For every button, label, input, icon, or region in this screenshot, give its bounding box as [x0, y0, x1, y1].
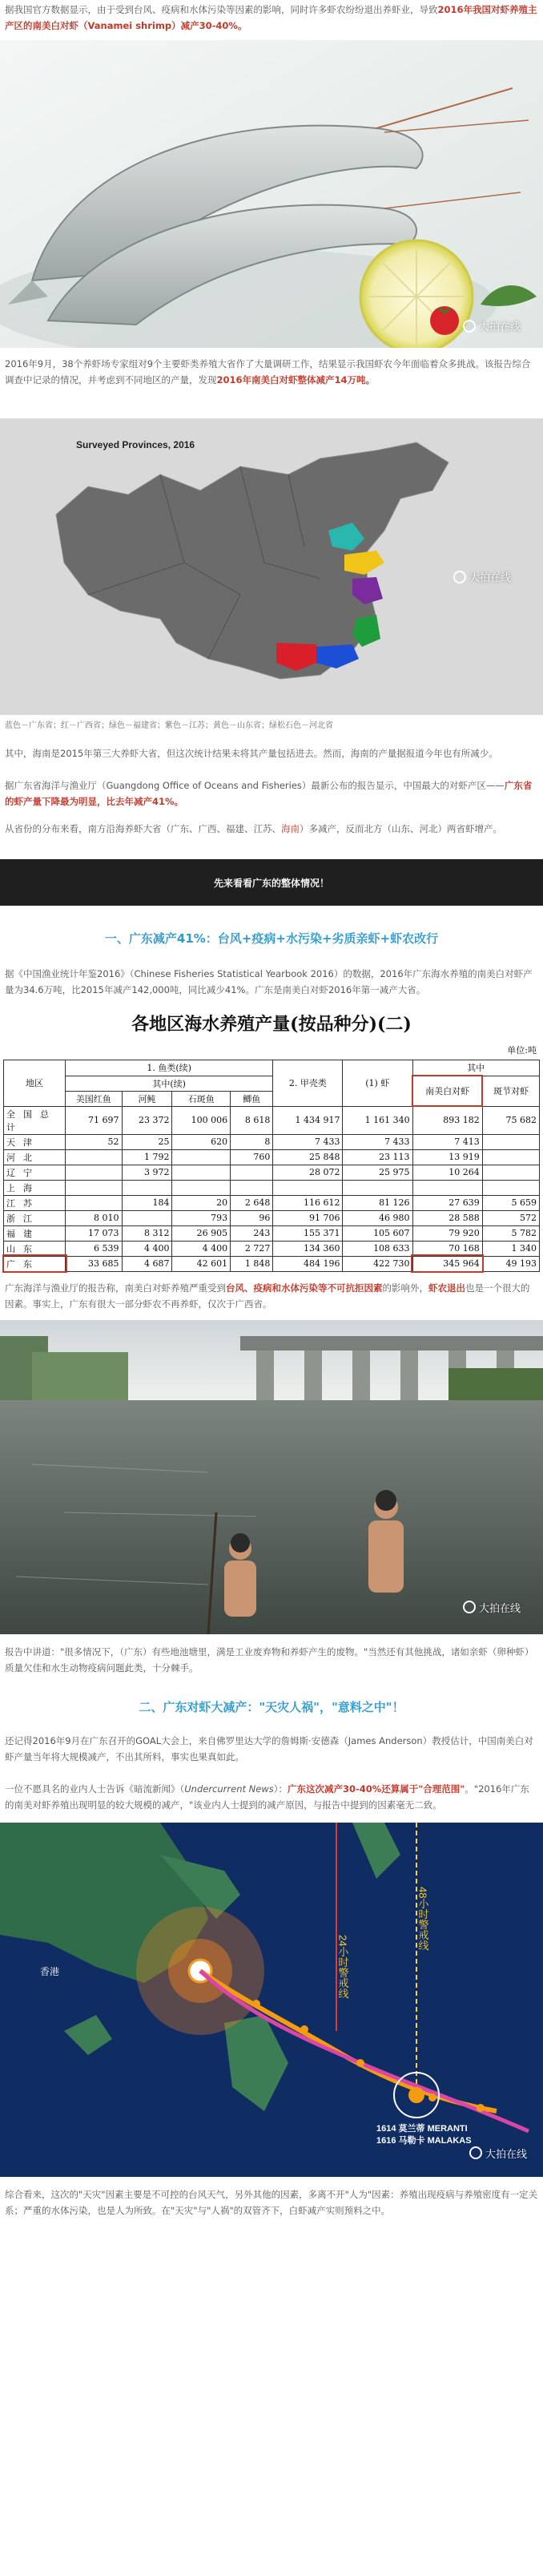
section-1-title: 一、广东减产41%：台风+疫病+水污染+劣质亲虾+虾农改行	[104, 931, 439, 946]
table-cell-value: 8 312	[122, 1225, 172, 1241]
table-row	[4, 1225, 540, 1241]
table-cell-value: 4 687	[122, 1256, 172, 1271]
table-row	[4, 1210, 540, 1225]
table-cell-value: 42 601	[172, 1256, 231, 1271]
table-cell-value: 1 848	[231, 1256, 273, 1271]
table-cell-value: 20	[172, 1195, 231, 1210]
table-cell-value: 81 126	[343, 1195, 412, 1210]
table-cell-value: 3 972	[122, 1165, 172, 1180]
table-cell-value: 105 607	[343, 1225, 412, 1241]
watermark-label: 大拍在线	[469, 572, 511, 584]
distribution-text-2: ）多减产，反而北方（山东、河北）两省虾增产。	[300, 823, 502, 834]
section-1-heading	[0, 930, 543, 947]
table-cell-value: 893 182	[412, 1106, 482, 1134]
table-cell-value: 243	[231, 1225, 273, 1241]
hardest-text-2: 的影响外，	[382, 1282, 428, 1294]
storm-label-malakas: 1616 马勒卡 MALAKAS	[376, 2135, 472, 2146]
statistics-table-block	[0, 1011, 543, 1272]
table-cell-value: 8 010	[66, 1210, 123, 1225]
shrimp-illustration	[0, 40, 543, 348]
insider-text-3: 。"2016年广东的南美对虾养殖出现明显的较大规模的减产，"该业内人士提到的减产原因，与报告中提到的因素毫无二致。	[5, 1783, 529, 1811]
table-cell-value: 79 920	[412, 1225, 482, 1241]
map-watermark	[453, 569, 511, 584]
table-cell-value: 27 639	[412, 1195, 482, 1210]
table-cell-value: 96	[231, 1210, 273, 1225]
table-cell-value: 7 433	[343, 1134, 412, 1149]
table-cell-region: 河北	[4, 1149, 66, 1165]
table-cell-value	[482, 1180, 539, 1195]
table-cell-value: 422 730	[343, 1256, 412, 1271]
table-cell-value: 484 196	[273, 1256, 343, 1271]
table-cell-value: 17 073	[66, 1225, 123, 1241]
table-cell-value: 75 682	[482, 1106, 539, 1134]
table-cell-value: 7 413	[412, 1134, 482, 1149]
table-cell-value: 52	[66, 1134, 123, 1149]
table-cell-value: 25	[122, 1134, 172, 1149]
map-title: Surveyed Provinces, 2016	[76, 439, 195, 450]
hong-kong-label: 香港	[40, 1965, 60, 1977]
survey-paragraph	[0, 356, 543, 388]
statistics-table-body	[4, 1106, 540, 1271]
watermark-icon	[469, 2146, 482, 2159]
table-cell-value	[482, 1165, 539, 1180]
anderson-paragraph: 还记得2016年9月在广东召开的GOAL大会上，来自佛罗里达大学的詹姆斯·安德森（James Anderson）教授估计，中国南美白对虾产量当年将大规模减产，不出其所料，事实也果真如此。	[5, 1734, 533, 1762]
typhoon-track-map	[0, 1823, 543, 2177]
watermark-label: 大拍在线	[478, 321, 521, 333]
warning-24h-label: 24小时警戒线	[336, 1934, 349, 1998]
hardest-text: 广东海洋与渔业厅的报告称，南美白对虾养殖严重受到	[5, 1282, 226, 1294]
table-cell-value	[343, 1180, 412, 1195]
table-cell-value: 572	[482, 1210, 539, 1225]
table-cell-value	[66, 1149, 123, 1165]
survey-highlight: 2016年南美白对虾整体减产14万吨。	[216, 374, 376, 386]
table-cell-value	[172, 1180, 231, 1195]
table-cell-value	[172, 1149, 231, 1165]
warning-48h-label: 48小时警戒线	[416, 1886, 429, 1950]
map-caption: 蓝色－广东省；红－广西省；绿色－福建省；紫色－江苏；黄色－山东省；绿松石色－河北省	[5, 721, 333, 730]
table-cell-value	[66, 1195, 123, 1210]
table-row	[4, 1134, 540, 1149]
table-row	[4, 1106, 540, 1134]
header-crucian: 鲫鱼	[231, 1091, 273, 1106]
table-cell-value: 1 792	[122, 1149, 172, 1165]
table-row	[4, 1256, 540, 1271]
table-cell-region: 福建	[4, 1225, 66, 1241]
table-cell-value: 33 685	[66, 1256, 123, 1271]
table-cell-value: 6 539	[66, 1241, 123, 1256]
table-cell-region: 全国总计	[4, 1106, 66, 1134]
office-paragraph	[0, 777, 543, 810]
header-shrimp: (1) 虾	[343, 1060, 412, 1107]
section-2-heading	[0, 1698, 543, 1715]
table-cell-region: 江苏	[4, 1195, 66, 1210]
farm-watermark	[463, 1600, 521, 1615]
table-cell-value: 184	[122, 1195, 172, 1210]
hardest-highlight-2: 虾农退出	[428, 1282, 465, 1294]
typhoon-watermark	[469, 2146, 527, 2161]
shrimp-photo	[0, 40, 543, 348]
table-cell-value: 7 433	[273, 1134, 343, 1149]
header-tiger: 斑节对虾	[482, 1076, 539, 1106]
table-row	[4, 1180, 540, 1195]
intro-text: 据我国官方数据显示，由于受到台风、疫病和水体污染等因素的影响，同时许多虾农纷纷退出养虾业，导致	[5, 4, 438, 15]
header-of-which-cont: 其中(续)	[66, 1076, 273, 1091]
china-map	[0, 418, 543, 715]
table-cell-value: 23 372	[122, 1106, 172, 1134]
table-cell-value: 155 371	[273, 1225, 343, 1241]
table-cell-value: 793	[172, 1210, 231, 1225]
table-cell-value: 4 400	[122, 1241, 172, 1256]
hardest-paragraph	[0, 1280, 543, 1312]
table-cell-value: 620	[172, 1134, 231, 1149]
watermark-icon	[463, 1601, 476, 1613]
distribution-text: 从省份的分布来看，南方沿海养虾大省（广东、广西、福建、江苏、	[5, 823, 281, 834]
table-cell-value: 345 964	[412, 1256, 482, 1271]
header-grouper: 石斑鱼	[172, 1091, 231, 1106]
survey-text: 2016年9月，38个养虾场专家组对9个主要虾类养殖大省作了大量调研工作，结果显示我国虾农今年面临着众多挑战。该报告综合调查中记录的情况，并考虑到不同地区的产量，发现	[5, 358, 531, 386]
hainan-paragraph: 其中，海南是2015年第三大养虾大省，但这次统计结果未将其产量包括进去。然而，海南的产量据报道今年也有所减少。	[5, 748, 498, 759]
province-map	[0, 418, 543, 715]
table-unit: 单位:吨	[507, 1045, 537, 1056]
watermark-label: 大拍在线	[485, 2148, 527, 2161]
table-title: 各地区海水养殖产量(按品种分)(二)	[131, 1014, 412, 1035]
watermark-icon	[453, 571, 466, 583]
table-cell-value: 2 727	[231, 1241, 273, 1256]
table-cell-value: 23 113	[343, 1149, 412, 1165]
table-cell-value: 8	[231, 1134, 273, 1149]
table-cell-value: 108 633	[343, 1241, 412, 1256]
table-cell-value	[122, 1180, 172, 1195]
header-fish: 1. 鱼类(续)	[66, 1060, 273, 1076]
table-cell-value: 4 400	[172, 1241, 231, 1256]
office-text: 据广东省海洋与渔业厅（Guangdong Office of Oceans and Fisheries）最新公布的报告显示，中国最大的对虾产区——	[5, 780, 505, 791]
table-cell-region: 天津	[4, 1134, 66, 1149]
table-cell-value	[482, 1149, 539, 1165]
final-paragraph: 综合看来，这次的"天灾"因素主要是不可控的台风天气，另外其他的因素，多离不开"人为"因素：养殖出现疫病与养殖密度有一定关系；严重的水体污染，也是人为所致。在"天灾"与"人祸"的双管齐下，白虾减产实则预料之中。	[5, 2188, 538, 2216]
table-row	[4, 1165, 540, 1180]
watermark-label: 大拍在线	[478, 1602, 521, 1615]
overview-banner	[0, 859, 543, 906]
table-cell-value	[172, 1165, 231, 1180]
table-cell-value: 760	[231, 1149, 273, 1165]
insider-paragraph	[0, 1781, 543, 1813]
insider-highlight: 广东这次减产30-40%还算属于"合理范围"	[287, 1783, 465, 1795]
table-cell-value: 70 168	[412, 1241, 482, 1256]
table-cell-value: 71 697	[66, 1106, 123, 1134]
statistics-table	[3, 1060, 540, 1272]
table-cell-value: 13 919	[412, 1149, 482, 1165]
storm-label-meranti: 1614 莫兰蒂 MERANTI	[376, 2123, 468, 2134]
table-cell-value: 26 905	[172, 1225, 231, 1241]
header-region: 地区	[4, 1060, 66, 1107]
table-cell-value: 5 659	[482, 1195, 539, 1210]
table-cell-value: 10 264	[412, 1165, 482, 1180]
section-2-title: 二、广东对虾大减产："天灾人祸"，"意料之中"！	[139, 1699, 404, 1714]
table-cell-region: 浙江	[4, 1210, 66, 1225]
table-cell-value: 5 782	[482, 1225, 539, 1241]
watermark-icon	[463, 320, 476, 333]
pond-scene	[0, 1320, 543, 1634]
farm-photo	[0, 1320, 543, 1634]
table-cell-region: 广东	[4, 1256, 66, 1271]
header-of-which: 其中	[412, 1060, 539, 1076]
table-cell-value: 134 360	[273, 1241, 343, 1256]
table-cell-value: 25 975	[343, 1165, 412, 1180]
table-cell-value: 28 072	[273, 1165, 343, 1180]
table-cell-region: 辽宁	[4, 1165, 66, 1180]
table-cell-value	[66, 1180, 123, 1195]
table-cell-value: 1 161 340	[343, 1106, 412, 1134]
watermark	[463, 318, 521, 333]
banner-label: 先来看看广东的整体情况！	[213, 877, 329, 889]
insider-text: 一位不愿具名的业内人士告诉《暗流新闻》（	[5, 1783, 185, 1795]
table-cell-region: 山东	[4, 1241, 66, 1256]
intro-paragraph	[0, 0, 543, 34]
table-cell-value	[231, 1165, 273, 1180]
header-red-drum: 美国红鱼	[66, 1091, 123, 1106]
table-cell-value: 116 612	[273, 1195, 343, 1210]
header-puffer: 河鲀	[122, 1091, 172, 1106]
table-cell-value: 8 618	[231, 1106, 273, 1134]
table-cell-value	[412, 1180, 482, 1195]
table-cell-value: 49 193	[482, 1256, 539, 1271]
table-cell-value	[66, 1165, 123, 1180]
insider-source: Undercurrent News	[184, 1783, 274, 1795]
table-cell-value: 1 340	[482, 1241, 539, 1256]
header-crustacean: 2. 甲壳类	[273, 1060, 343, 1107]
table-cell-value: 1 434 917	[273, 1106, 343, 1134]
table-cell-region: 上海	[4, 1180, 66, 1195]
office-highlight: 广东省的虾产量下降最为明显，比去年减产41%。	[5, 780, 533, 807]
hardest-highlight-1: 台风、疫病和水体污染等不可抗拒因素	[226, 1282, 383, 1294]
yearbook-paragraph: 据《中国渔业统计年鉴2016》（Chinese Fisheries Statistical Yearbook 2016）的数据，2016年广东海水养殖的南美白对虾产量为34.6万吨，比2015年减产142,000吨，同比减少41%。广东是南美白对虾2016年第一减产大省。	[5, 968, 533, 995]
table-cell-value	[231, 1180, 273, 1195]
distribution-paragraph	[0, 821, 543, 837]
table-cell-value: 28 588	[412, 1210, 482, 1225]
table-cell-value: 100 006	[172, 1106, 231, 1134]
table-cell-value	[273, 1180, 343, 1195]
table-cell-value	[122, 1210, 172, 1225]
farmer-paragraph: 报告中讲道："很多情况下，（广东）有些地池塘里，满是工业废弃物和养虾产生的废物。"当然还有其他挑战，诸如亲虾（卵种虾）质量欠佳和水生动物疫病问题此类，十分棘手。	[5, 1645, 534, 1674]
table-row	[4, 1195, 540, 1210]
table-cell-value: 2 648	[231, 1195, 273, 1210]
table-row	[4, 1241, 540, 1256]
typhoon-map	[0, 1823, 543, 2177]
insider-text-2: ）：	[273, 1783, 288, 1795]
table-cell-value	[482, 1134, 539, 1149]
table-row	[4, 1149, 540, 1165]
table-cell-value: 91 706	[273, 1210, 343, 1225]
table-cell-value: 25 848	[273, 1149, 343, 1165]
header-vannamei: 南美白对虾	[412, 1076, 482, 1106]
hardest-text-3: 也是一个很大的因素。事实上，广东有很大一部分虾农不再养虾，仅次于广西省。	[5, 1282, 530, 1310]
intro-highlight: 2016年我国对虾养殖主产区的南美白对虾（Vanamei shrimp）减产30-40%。	[5, 4, 537, 31]
table-cell-value: 46 980	[343, 1210, 412, 1225]
distribution-highlight: 海南	[281, 823, 300, 834]
